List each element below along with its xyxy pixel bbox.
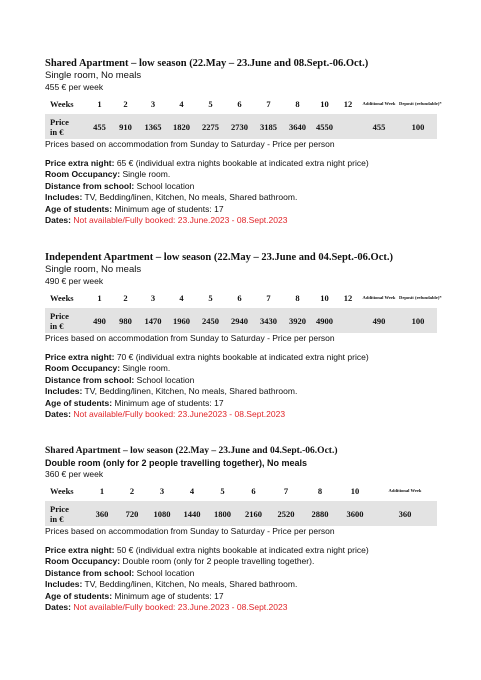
occupancy-label: Room Occupancy: <box>45 169 121 179</box>
week-cell: 12 <box>337 94 359 114</box>
occupancy-label: Room Occupancy: <box>45 363 121 373</box>
dates-value: Not available/Fully booked: 23.June.2023 - 08.Sept.2023 <box>73 602 288 612</box>
distance-label: Distance from school: <box>45 180 135 191</box>
age-line <box>45 398 437 410</box>
week-cell: 7 <box>269 481 303 501</box>
price-label-line1: Price <box>50 310 69 321</box>
weeks-label: Weeks <box>45 288 87 308</box>
week-cell: 2 <box>112 288 139 308</box>
age-value: Minimum age of students: 17 <box>114 397 224 408</box>
week-cell: 8 <box>303 481 337 501</box>
price-cell: 3185 <box>254 114 283 139</box>
section-title: Shared Apartment – low season (22.May – 23.June and 04.Sept.-06.Oct.) <box>45 446 338 456</box>
price-cell: 3640 <box>283 114 312 139</box>
price-cell: 490 <box>87 308 112 333</box>
occupancy-label: Room Occupancy: <box>45 556 121 566</box>
price-cell: 2520 <box>269 501 303 526</box>
occupancy-value: Single room. <box>122 363 171 373</box>
week-cell: 1 <box>87 481 117 501</box>
week-cell: 10 <box>312 94 337 114</box>
dates-label: Dates: <box>45 409 71 419</box>
includes-value: TV, Bedding/linen, Kitchen, No meals, Shared bathroom. <box>84 192 298 202</box>
price-cell: 2450 <box>196 308 225 333</box>
price-label-line2: in € <box>50 320 64 331</box>
section-title: Independent Apartment – low season (22.May – 23.June and 04.Sept.-06.Oct.) <box>45 252 393 263</box>
week-cell: 5 <box>196 288 225 308</box>
includes-line <box>45 386 437 398</box>
prices-note: Prices based on accommodation from Sunday to Saturday - Price per person <box>45 333 335 343</box>
section-independent-apartment <box>45 252 442 421</box>
extra-night-line <box>45 158 437 170</box>
distance-value: School location <box>136 567 195 578</box>
week-cell: 5 <box>207 481 238 501</box>
occupancy-line <box>45 556 437 568</box>
price-cell: 3600 <box>337 501 373 526</box>
extra-night-value: 70 € (individual extra nights bookable at indicated extra night price) <box>116 351 369 362</box>
dates-label: Dates: <box>45 215 71 225</box>
distance-label: Distance from school: <box>45 567 135 578</box>
week-cell: 2 <box>117 481 147 501</box>
price-cell: 1080 <box>147 501 177 526</box>
price-cell: 2275 <box>196 114 225 139</box>
distance-line <box>45 568 437 580</box>
dates-line <box>45 602 437 614</box>
price-cell: 2160 <box>238 501 269 526</box>
deposit-price: 100 <box>399 114 437 139</box>
price-cell: 2880 <box>303 501 337 526</box>
includes-value: TV, Bedding/linen, Kitchen, No meals, Shared bathroom. <box>84 579 298 589</box>
week-cell: 3 <box>139 288 167 308</box>
price-label <box>45 114 87 139</box>
week-cell: 10 <box>337 481 373 501</box>
price-cell: 4550 <box>312 114 337 139</box>
prices-note: Prices based on accommodation from Sunday to Saturday - Price per person <box>45 139 335 149</box>
section-subtitle: Single room, No meals <box>45 264 142 275</box>
includes-label: Includes: <box>45 386 83 396</box>
price-label-line1: Price <box>50 116 69 127</box>
weeks-label: Weeks <box>45 481 87 501</box>
week-cell: 4 <box>167 94 196 114</box>
additional-week-price: 360 <box>373 501 437 526</box>
price-cell: 1470 <box>139 308 167 333</box>
week-cell: 7 <box>254 288 283 308</box>
price-label-line1: Price <box>50 503 69 514</box>
week-cell: 1 <box>87 288 112 308</box>
price-per-week: 490 € per week <box>45 276 104 286</box>
weeks-label: Weeks <box>45 94 87 114</box>
dates-line <box>45 409 437 421</box>
price-cell: 3920 <box>283 308 312 333</box>
week-cell: 6 <box>225 94 254 114</box>
distance-line <box>45 181 437 193</box>
price-per-week: 455 € per week <box>45 82 104 92</box>
week-cell: 3 <box>147 481 177 501</box>
distance-value: School location <box>136 374 195 385</box>
dates-value: Not available/Fully booked: 23.June.2023 - 08.Sept.2023 <box>73 215 288 225</box>
dates-label: Dates: <box>45 602 71 612</box>
week-cell: 4 <box>177 481 207 501</box>
price-cell: 1440 <box>177 501 207 526</box>
price-label <box>45 501 87 526</box>
age-value: Minimum age of students: 17 <box>114 203 224 214</box>
includes-line <box>45 579 437 591</box>
extra-night-value: 50 € (individual extra nights bookable at indicated extra night price) <box>116 544 369 555</box>
occupancy-line <box>45 363 437 375</box>
includes-line <box>45 192 437 204</box>
occupancy-line <box>45 169 437 181</box>
deposit-label: Deposit (refundable)* <box>399 288 437 308</box>
price-cell: 2940 <box>225 308 254 333</box>
week-cell: 12 <box>337 288 359 308</box>
price-cell: 455 <box>87 114 112 139</box>
additional-week-price: 490 <box>359 308 399 333</box>
includes-label: Includes: <box>45 192 83 202</box>
occupancy-value: Single room. <box>122 169 171 179</box>
week-cell: 4 <box>167 288 196 308</box>
distance-value: School location <box>136 180 195 191</box>
distance-line <box>45 375 437 387</box>
age-value: Minimum age of students: 17 <box>114 590 224 601</box>
price-label-line2: in € <box>50 513 64 524</box>
price-cell: 1800 <box>207 501 238 526</box>
price-cell: 4900 <box>312 308 337 333</box>
price-cell: 1960 <box>167 308 196 333</box>
section-title: Shared Apartment – low season (22.May – 23.June and 08.Sept.-06.Oct.) <box>45 58 369 69</box>
price-cell: 910 <box>112 114 139 139</box>
deposit-label: Deposit (refundable)* <box>399 94 437 114</box>
age-label: Age of students: <box>45 590 113 601</box>
extra-night-line <box>45 352 437 364</box>
week-cell: 2 <box>112 94 139 114</box>
extra-night-label: Price extra night: <box>45 351 115 362</box>
price-cell: 1365 <box>139 114 167 139</box>
table-price-row <box>45 308 437 333</box>
price-per-week: 360 € per week <box>45 469 104 479</box>
week-cell: 7 <box>254 94 283 114</box>
includes-value: TV, Bedding/linen, Kitchen, No meals, Shared bathroom. <box>84 386 298 396</box>
week-cell: 8 <box>283 94 312 114</box>
additional-week-label: Additional Week <box>359 94 399 114</box>
age-label: Age of students: <box>45 203 113 214</box>
additional-week-label: Additional Week <box>359 288 399 308</box>
deposit-price: 100 <box>399 308 437 333</box>
price-cell: 1820 <box>167 114 196 139</box>
age-line <box>45 204 437 216</box>
week-cell: 6 <box>225 288 254 308</box>
prices-note: Prices based on accommodation from Sunday to Saturday - Price per person <box>45 526 335 536</box>
price-cell: 2730 <box>225 114 254 139</box>
price-cell: 720 <box>117 501 147 526</box>
extra-night-line <box>45 545 437 557</box>
age-line <box>45 591 437 603</box>
price-table <box>45 288 442 333</box>
extra-night-value: 65 € (individual extra nights bookable at indicated extra night price) <box>116 157 369 168</box>
additional-week-label: Additional Week <box>373 481 437 501</box>
distance-label: Distance from school: <box>45 374 135 385</box>
table-price-row <box>45 501 437 526</box>
price-table <box>45 94 442 139</box>
price-cell <box>337 308 359 333</box>
section-subtitle: Double room (only for 2 people travelling together), No meals <box>45 458 308 468</box>
occupancy-value: Double room (only for 2 people travelling together). <box>122 556 315 566</box>
section-shared-apartment-double <box>45 445 437 614</box>
table-price-row <box>45 114 437 139</box>
price-cell: 360 <box>87 501 117 526</box>
table-header-row <box>45 481 437 501</box>
extra-night-label: Price extra night: <box>45 157 115 168</box>
dates-line <box>45 215 437 227</box>
additional-week-price: 455 <box>359 114 399 139</box>
price-cell: 3430 <box>254 308 283 333</box>
dates-value: Not available/Fully booked: 23.June2023 - 08.Sept.2023 <box>73 409 286 419</box>
week-cell: 1 <box>87 94 112 114</box>
week-cell: 8 <box>283 288 312 308</box>
table-header-row <box>45 288 437 308</box>
age-label: Age of students: <box>45 397 113 408</box>
week-cell: 10 <box>312 288 337 308</box>
price-label-line2: in € <box>50 126 64 137</box>
price-label <box>45 308 87 333</box>
includes-label: Includes: <box>45 579 83 589</box>
price-cell <box>337 114 359 139</box>
week-cell: 3 <box>139 94 167 114</box>
week-cell: 5 <box>196 94 225 114</box>
table-header-row <box>45 94 437 114</box>
section-subtitle: Single room, No meals <box>45 70 142 81</box>
price-table <box>45 481 437 526</box>
extra-night-label: Price extra night: <box>45 544 115 555</box>
section-shared-apartment-single <box>45 58 442 227</box>
week-cell: 6 <box>238 481 269 501</box>
price-cell: 980 <box>112 308 139 333</box>
